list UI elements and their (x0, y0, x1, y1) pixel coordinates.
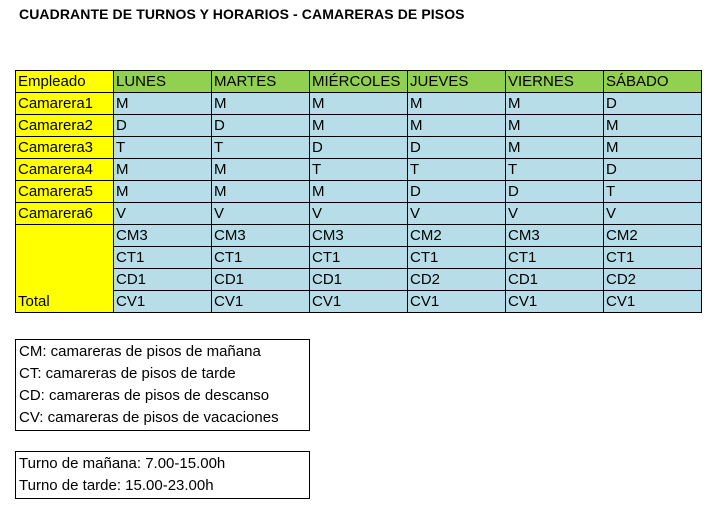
total-cell: CM3 (310, 225, 408, 247)
total-cell: CT1 (604, 247, 702, 269)
total-cell: CM2 (604, 225, 702, 247)
legend-item-ct: CT: camareras de pisos de tarde (19, 365, 236, 382)
shift-cell: D (212, 115, 310, 137)
table-header-row (16, 71, 702, 93)
table-row (16, 159, 702, 181)
header-day: JUEVES (408, 71, 506, 93)
morning-shift-hours: Turno de mañana: 7.00-15.00h (19, 455, 226, 472)
shift-cell: M (114, 181, 212, 203)
shift-cell: V (212, 203, 310, 225)
afternoon-shift-hours: Turno de tarde: 15.00-23.00h (19, 477, 214, 494)
employee-name: Camarera2 (16, 115, 114, 137)
header-day: VIERNES (506, 71, 604, 93)
shift-cell: M (310, 115, 408, 137)
shift-cell: T (212, 137, 310, 159)
page-title: CUADRANTE DE TURNOS Y HORARIOS - CAMARERAS DE PISOS (19, 6, 465, 22)
shift-cell: M (506, 137, 604, 159)
legend-item-cd: CD: camareras de pisos de descanso (19, 387, 270, 404)
shift-schedule-table (15, 70, 702, 313)
shift-hours-box (15, 451, 310, 499)
total-cell: CT1 (212, 247, 310, 269)
shift-cell: D (604, 159, 702, 181)
legend-item-cv: CV: camareras de pisos de vacaciones (19, 409, 279, 426)
shift-cell: V (506, 203, 604, 225)
total-row (16, 291, 702, 313)
total-cell: CT1 (114, 247, 212, 269)
shift-cell: T (408, 159, 506, 181)
shift-cell: M (310, 181, 408, 203)
total-cell: CD1 (114, 269, 212, 291)
shift-cell: M (506, 115, 604, 137)
table-row (16, 115, 702, 137)
shift-cell: V (114, 203, 212, 225)
shift-cell: M (114, 93, 212, 115)
table-row (16, 137, 702, 159)
shift-cell: M (408, 93, 506, 115)
table-row (16, 203, 702, 225)
shift-cell: M (212, 181, 310, 203)
table-row (16, 181, 702, 203)
shift-code-legend (15, 339, 310, 431)
header-day: LUNES (114, 71, 212, 93)
shift-cell: V (604, 203, 702, 225)
shift-cell: D (408, 181, 506, 203)
table-row (16, 93, 702, 115)
shift-cell: V (310, 203, 408, 225)
total-cell: CV1 (114, 291, 212, 313)
shift-cell: M (212, 159, 310, 181)
shift-cell: D (114, 115, 212, 137)
shift-cell: T (114, 137, 212, 159)
shift-cell: M (114, 159, 212, 181)
header-day: SÁBADO (604, 71, 702, 93)
employee-name: Camarera3 (16, 137, 114, 159)
shift-cell: D (408, 137, 506, 159)
header-day: MIÉRCOLES (310, 71, 408, 93)
total-row (16, 225, 702, 247)
total-label: Total (16, 225, 114, 313)
total-cell: CD1 (212, 269, 310, 291)
total-cell: CM2 (408, 225, 506, 247)
shift-cell: D (310, 137, 408, 159)
shift-cell: M (604, 115, 702, 137)
total-cell: CM3 (212, 225, 310, 247)
shift-cell: M (408, 115, 506, 137)
total-cell: CT1 (310, 247, 408, 269)
total-cell: CD2 (408, 269, 506, 291)
total-cell: CM3 (114, 225, 212, 247)
employee-name: Camarera4 (16, 159, 114, 181)
header-employee: Empleado (16, 71, 114, 93)
total-cell: CV1 (310, 291, 408, 313)
total-cell: CV1 (506, 291, 604, 313)
total-cell: CV1 (408, 291, 506, 313)
employee-name: Camarera6 (16, 203, 114, 225)
total-cell: CD1 (310, 269, 408, 291)
total-cell: CM3 (506, 225, 604, 247)
total-cell: CT1 (408, 247, 506, 269)
legend-item-cm: CM: camareras de pisos de mañana (19, 343, 261, 360)
shift-cell: M (604, 137, 702, 159)
shift-cell: V (408, 203, 506, 225)
total-row (16, 269, 702, 291)
total-row (16, 247, 702, 269)
total-cell: CD1 (506, 269, 604, 291)
shift-cell: D (506, 181, 604, 203)
total-cell: CV1 (604, 291, 702, 313)
total-cell: CT1 (506, 247, 604, 269)
shift-cell: M (212, 93, 310, 115)
employee-name: Camarera5 (16, 181, 114, 203)
total-cell: CV1 (212, 291, 310, 313)
shift-cell: T (310, 159, 408, 181)
employee-name: Camarera1 (16, 93, 114, 115)
total-cell: CD2 (604, 269, 702, 291)
shift-cell: T (506, 159, 604, 181)
shift-cell: D (604, 93, 702, 115)
header-day: MARTES (212, 71, 310, 93)
shift-cell: T (604, 181, 702, 203)
shift-cell: M (506, 93, 604, 115)
shift-cell: M (310, 93, 408, 115)
